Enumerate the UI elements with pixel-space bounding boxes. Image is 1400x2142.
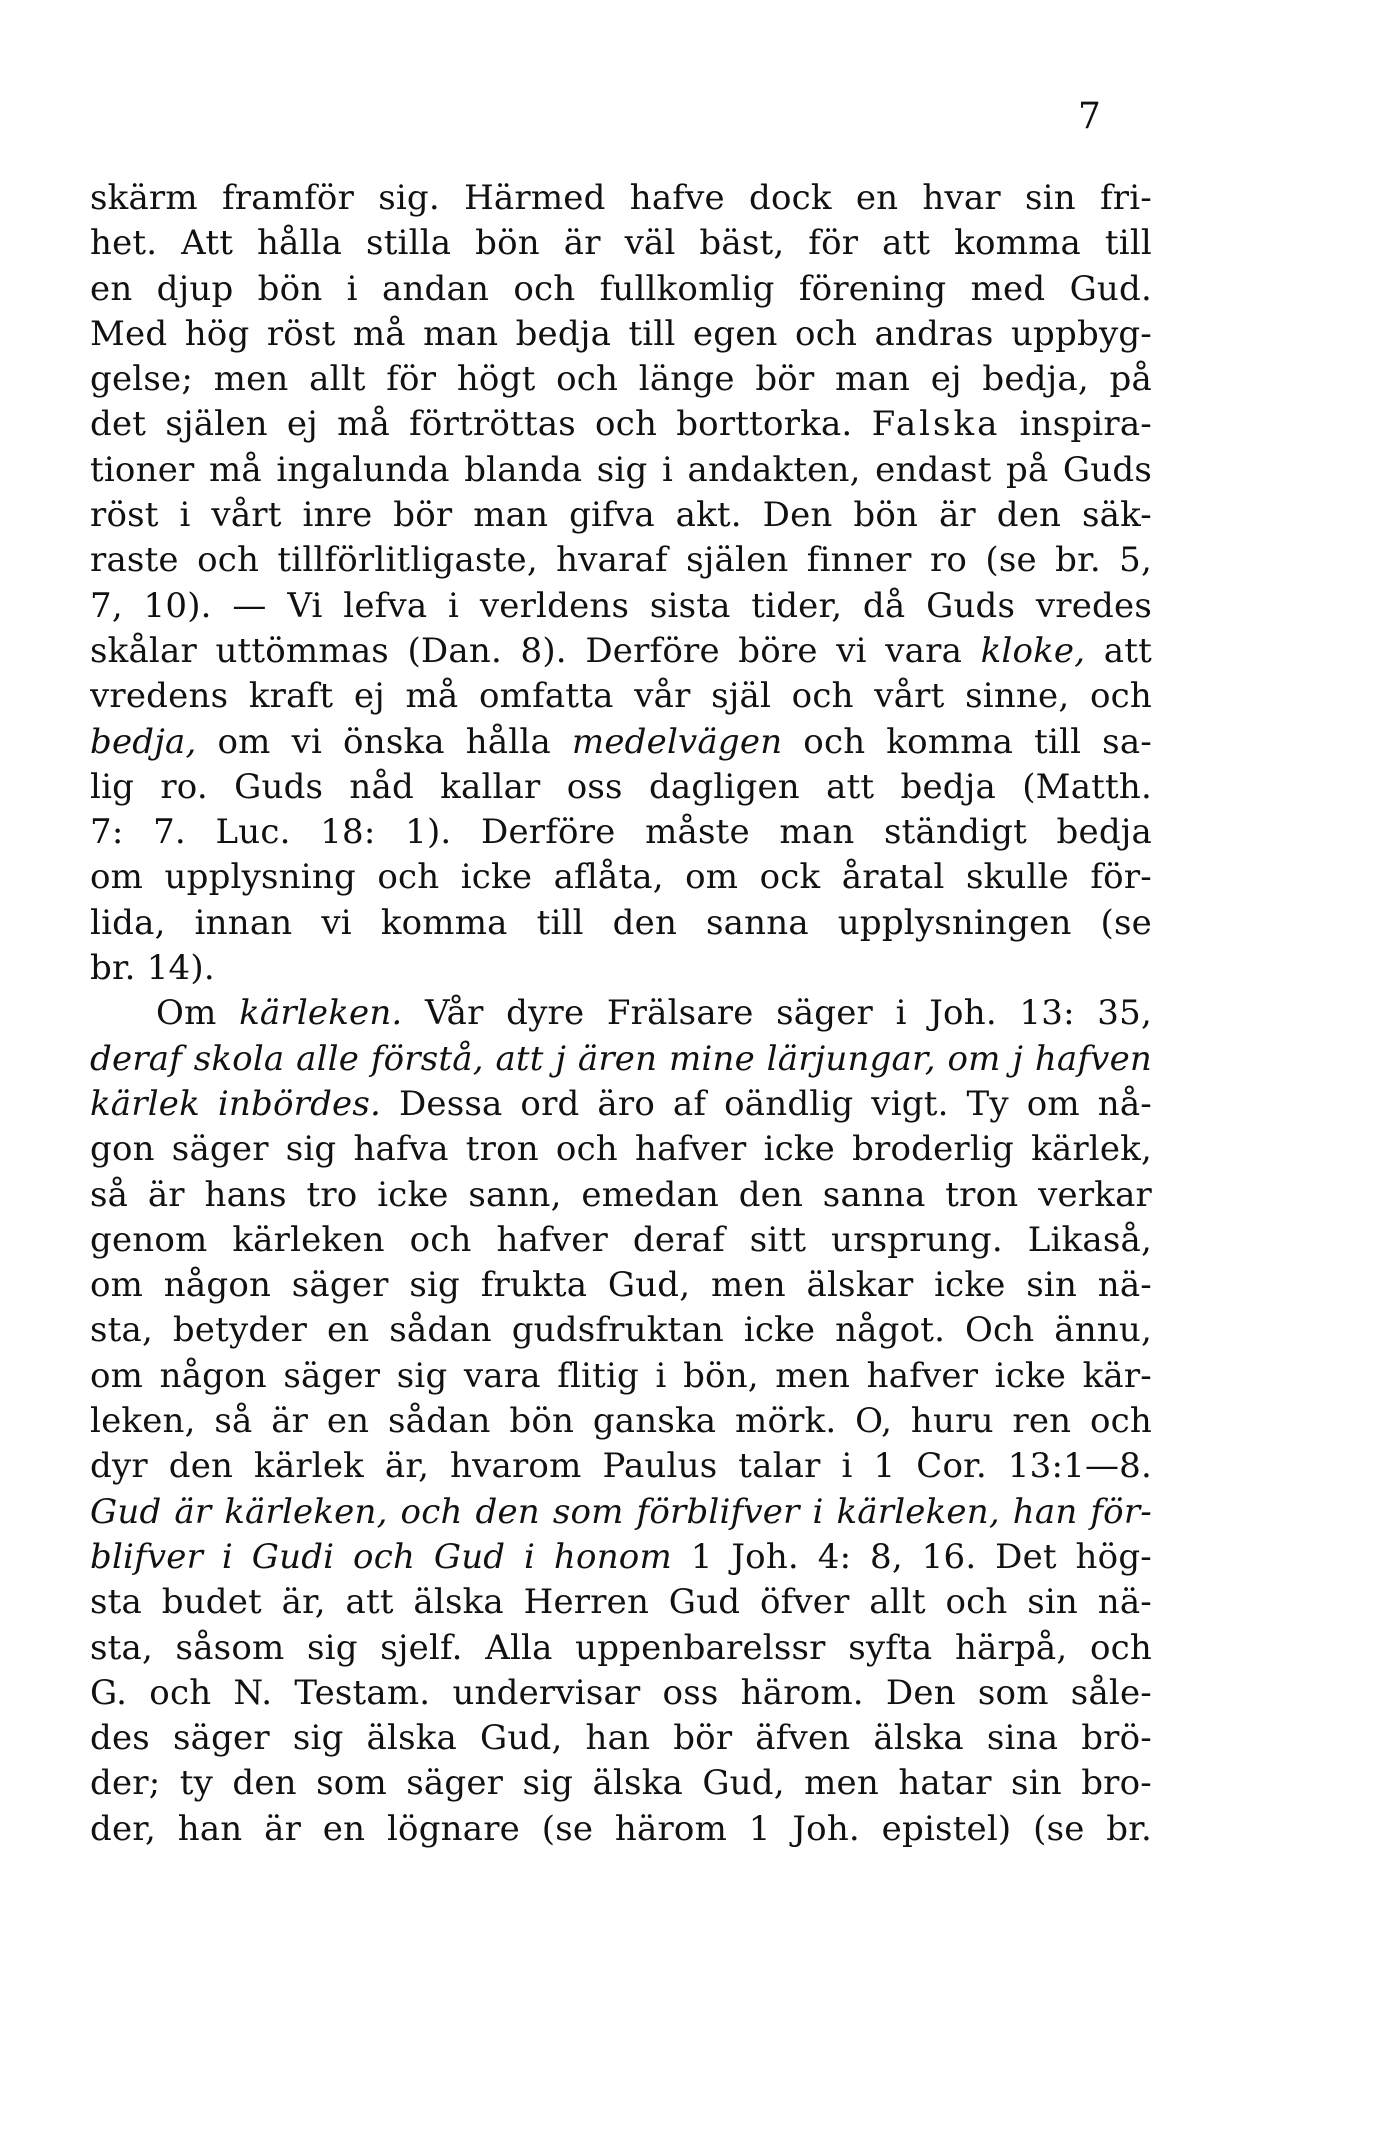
text-span: gelse; men allt för högt och länge bör man ej bedja, på [90, 359, 1152, 400]
text-span: raste och tillförlitligaste, hvaraf själen finner ro (se br. 5, [90, 540, 1152, 581]
text-line [90, 1037, 1152, 1082]
text-span: der; ty den som säger sig älska Gud, men hatar sin bro- [90, 1763, 1152, 1804]
text-line [90, 176, 1152, 221]
text-span: skålar uttömmas (Dan. 8). Derföre böre vi vara [90, 630, 981, 671]
text-line [90, 584, 1152, 629]
italic-text: bedja, [90, 721, 197, 762]
text-line [90, 538, 1152, 583]
text-span: br. 14). [90, 948, 215, 989]
text-span: att [1085, 630, 1152, 671]
text-line [90, 855, 1152, 900]
italic-text: kloke, [980, 630, 1086, 671]
italic-text: medelvägen [571, 721, 783, 762]
text-line [90, 493, 1152, 538]
body-text [90, 176, 1152, 1852]
text-line [90, 1218, 1152, 1263]
text-span: en djup bön i andan och fullkomlig förening med Gud. [90, 268, 1152, 309]
text-line [90, 1716, 1152, 1761]
text-line [90, 1761, 1152, 1806]
text-span: Med hög röst må man bedja till egen och andras uppbyg- [90, 313, 1152, 354]
text-line [90, 1490, 1152, 1535]
text-span: sta, såsom sig sjelf. Alla uppenbarelssr syfta härpå, och [90, 1627, 1152, 1668]
text-line [90, 629, 1152, 674]
text-span: lida, innan vi komma till den sanna upplysningen (se [90, 902, 1152, 943]
text-line [90, 720, 1152, 765]
text-span: Dessa ord äro af oändlig vigt. Ty om nå- [381, 1083, 1152, 1124]
text-span: gon säger sig hafva tron och hafver icke broderlig kärlek, [90, 1129, 1152, 1170]
text-line [90, 1263, 1152, 1308]
text-span: och komma till sa- [782, 721, 1152, 762]
text-span: leken, så är en sådan bön ganska mörk. O, huru ren och [90, 1401, 1152, 1442]
text-line [90, 402, 1152, 447]
text-line [90, 1308, 1152, 1353]
text-line [90, 267, 1152, 312]
text-line [90, 312, 1152, 357]
text-span: så är hans tro icke sann, emedan den sanna tron verkar [90, 1174, 1152, 1215]
text-line [90, 674, 1152, 719]
text-line [90, 901, 1152, 946]
text-span: om upplysning och icke aflåta, om ock åratal skulle för- [90, 857, 1152, 898]
text-span: 7, 10). — Vi lefva i verldens sista tider, då Guds vredes [90, 585, 1152, 626]
text-span: het. Att hålla stilla bön är väl bäst, för att komma till [90, 223, 1152, 264]
text-line [90, 1580, 1152, 1625]
text-span: röst i vårt inre bör man gifva akt. Den bön är den säk- [90, 495, 1152, 536]
text-line [90, 1807, 1152, 1852]
text-span: det själen ej må förtröttas och borttorka. [90, 404, 872, 445]
text-span: Om [156, 993, 240, 1034]
text-line [90, 221, 1152, 266]
text-line [90, 1671, 1152, 1716]
italic-text: blifver i Gudi och Gud i honom [90, 1536, 672, 1577]
text-line [90, 991, 1152, 1036]
italic-text: kärlek inbördes. [90, 1083, 382, 1124]
text-span: inspira- [1000, 404, 1152, 445]
text-line [90, 1399, 1152, 1444]
text-line [90, 1535, 1152, 1580]
italic-text: deraf skola alle förstå, att j ären mine lärjungar, om j hafven [90, 1038, 1152, 1079]
text-span: dyr den kärlek är, hvarom Paulus talar i 1 Cor. 13:1—8. [90, 1446, 1152, 1487]
text-span: des säger sig älska Gud, han bör äfven älska sina brö- [90, 1718, 1152, 1759]
text-line [90, 448, 1152, 493]
italic-text: Gud är kärleken, och den som förblifver i kärleken, han för- [90, 1491, 1152, 1532]
text-span: lig ro. Guds nåd kallar oss dagligen att bedja (Matth. [90, 766, 1152, 807]
italic-text: kärleken. [239, 993, 403, 1034]
text-span: Vår dyre Frälsare säger i Joh. 13: 35, [402, 993, 1152, 1034]
text-span: tioner må ingalunda blanda sig i andakten, endast på Guds [90, 449, 1152, 490]
text-span: 7: 7. Luc. 18: 1). Derföre måste man ständigt bedja [90, 812, 1152, 853]
text-span: genom kärleken och hafver deraf sitt ursprung. Likaså, [90, 1219, 1152, 1260]
text-line [90, 1626, 1152, 1671]
text-line [90, 765, 1152, 810]
text-line [90, 810, 1152, 855]
text-span: om vi önska hålla [196, 721, 572, 762]
text-span: sta, betyder en sådan gudsfruktan icke något. Och ännu, [90, 1310, 1152, 1351]
text-span: om någon säger sig frukta Gud, men älskar icke sin nä- [90, 1265, 1152, 1306]
text-span: der, han är en lögnare (se härom 1 Joh. epistel) (se br. [90, 1808, 1152, 1849]
text-span: om någon säger sig vara flitig i bön, men hafver icke kär- [90, 1355, 1152, 1396]
text-line [90, 357, 1152, 402]
text-line [90, 946, 1152, 991]
text-line [90, 1127, 1152, 1172]
text-span: vredens kraft ej må omfatta vår själ och vårt sinne, och [90, 676, 1152, 717]
spaced-text: Falska [871, 404, 1001, 445]
text-line [90, 1444, 1152, 1489]
text-span: skärm framför sig. Härmed hafve dock en hvar sin fri- [90, 178, 1152, 218]
text-line [90, 1354, 1152, 1399]
text-line [90, 1082, 1152, 1127]
text-span: G. och N. Testam. undervisar oss härom. Den som såle- [90, 1672, 1152, 1713]
text-span: sta budet är, att älska Herren Gud öfver allt och sin nä- [90, 1582, 1152, 1623]
page-number: 7 [1078, 96, 1101, 137]
text-span: 1 Joh. 4: 8, 16. Det hög- [671, 1536, 1152, 1577]
text-line [90, 1173, 1152, 1218]
